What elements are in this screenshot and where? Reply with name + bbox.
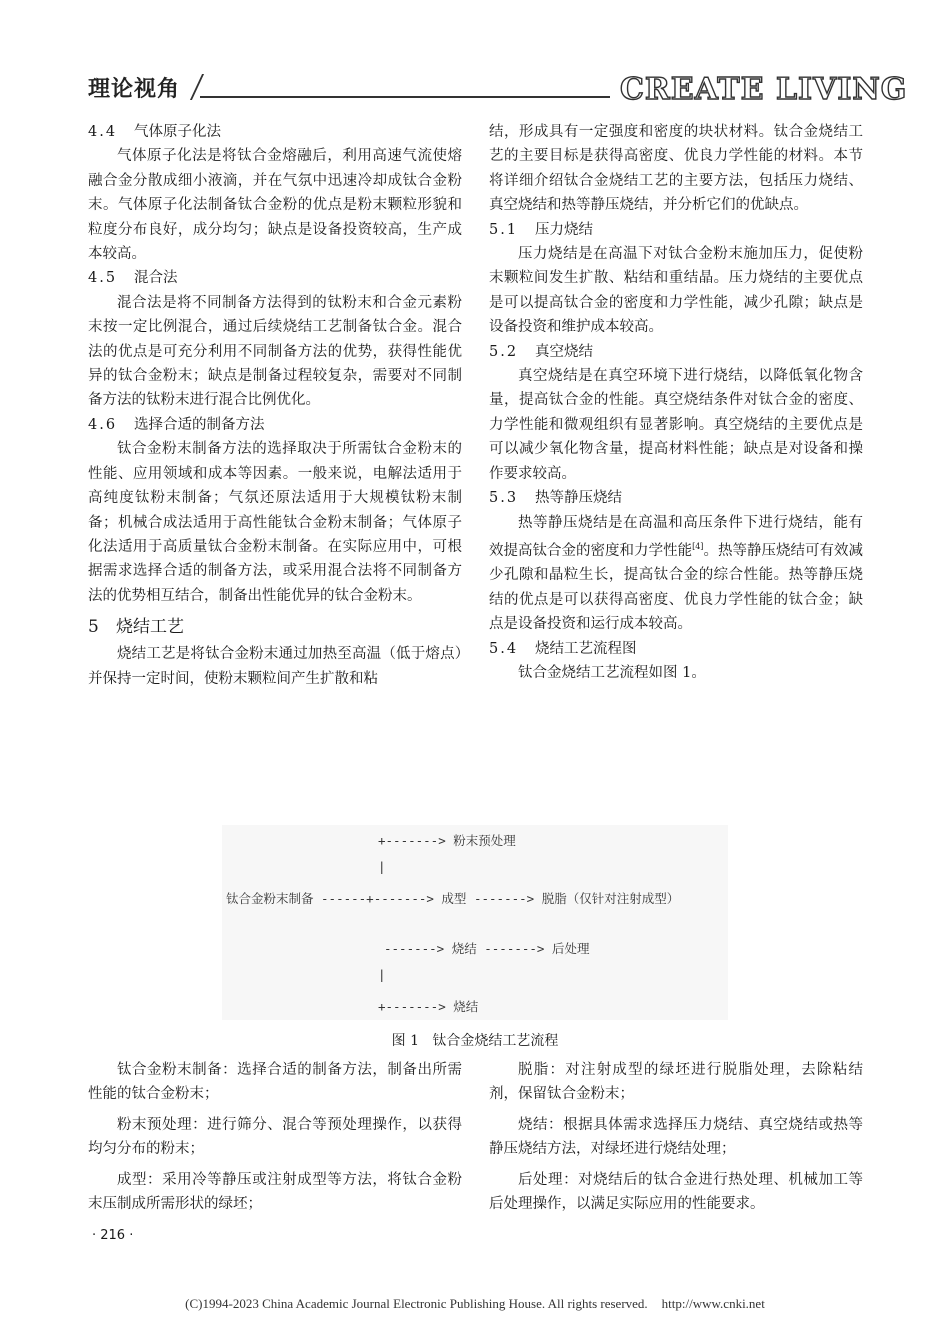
- paragraph: 真空烧结是在真空环境下进行烧结，以降低氧化物含量，提高钛合金的性能。真空烧结条件对钛合金的密度、力学性能和微观组织有显著影响。真空烧结的主要优点是可以减少氧化物含量，提高材料性能；缺点是对设备和操作要求较高。: [489, 368, 863, 482]
- section-heading-5-2: 5.2 真空烧结: [489, 343, 593, 360]
- section-heading-4-6: 4.6 选择合适的制备方法: [88, 416, 265, 433]
- paragraph: 热等静压烧结是在高温和高压条件下进行烧结，能有效提高钛合金的密度和力学性能[4]。热等静压烧结可有效减少孔隙和晶粒生长，提高钛合金的综合性能。热等静压烧结的优点是可以获得高密度、优良力学性能的钛合金；缺点是设备投资和运行成本较高。: [489, 514, 864, 633]
- copyright-footer: (C)1994-2023 China Academic Journal Electronic Publishing House. All rights reserved. http://www.cnki.net: [185, 1296, 765, 1311]
- right-column: [489, 120, 863, 685]
- bottom-left-column: [88, 1058, 462, 1216]
- paragraph: 钛合金粉末制备方法的选择取决于所需钛合金粉末的性能、应用领域和成本等因素。一般来说，电解法适用于高纯度钛粉末制备；气氛还原法适用于大规模钛粉末制备；机械合成法适用于高性能钛合金粉末制备；气体原子化法适用于高质量钛合金粉末制备。在实际应用中，可根据需求选择合适的制备方法，或采用混合法将不同制备方法的优势相互结合，制备出性能优异的钛合金粉末。: [88, 441, 462, 604]
- paragraph: 混合法是将不同制备方法得到的钛粉末和合金元素粉末按一定比例混合，通过后续烧结工艺制备钛合金。混合法的优点是可充分利用不同制备方法的优势，获得性能优异的钛合金粉末；缺点是制备过程较复杂，需要对不同制备方法的钛粉末进行混合比例优化。: [88, 294, 462, 409]
- paragraph: 粉末预处理：进行筛分、混合等预处理操作，以获得均匀分布的粉末；: [88, 1116, 462, 1158]
- paragraph: 气体原子化法是将钛合金熔融后，利用高速气流使熔融合金分散成细小液滴，并在气氛中迅速冷却成钛合金粉末。气体原子化法制备钛合金粉的优点是粉末颗粒形貌和粒度分布良好，成分均匀；缺点是设备投资较高，生产成本较高。: [88, 148, 462, 263]
- figure-caption: 图 1 钛合金烧结工艺流程: [391, 1033, 559, 1049]
- section-heading-4-4: 4.4 气体原子化法: [88, 124, 221, 140]
- paragraph: 烧结：根据具体需求选择压力烧结、真空烧结或热等静压烧结方法，对绿坯进行烧结处理；: [489, 1116, 863, 1158]
- paragraph: 后处理：对烧结后的钛合金进行热处理、机械加工等后处理操作，以满足实际应用的性能要求。: [489, 1171, 863, 1213]
- bottom-right-column: [489, 1058, 863, 1216]
- section-heading-5-1: 5.1 压力烧结: [489, 221, 593, 238]
- page-number: · 216 ·: [92, 1228, 134, 1243]
- header-rule: [200, 96, 610, 98]
- paragraph: 钛合金烧结工艺流程如图 1。: [518, 664, 706, 681]
- paragraph: 压力烧结是在高温下对钛合金粉末施加压力，促使粉末颗粒间发生扩散、粘结和重结晶。压力烧结的主要优点是可以提高钛合金的密度和力学性能，减少孔隙；缺点是设备投资和维护成本较高。: [489, 246, 863, 336]
- paragraph: 烧结工艺是将钛合金粉末通过加热至高温（低于熔点）并保持一定时间，使粉末颗粒间产生扩散和粘: [88, 646, 462, 687]
- section-heading-4-5: 4.5 混合法: [88, 270, 178, 287]
- flow-line-sinter-post: -------> 烧结 -------> 后处理: [384, 941, 590, 956]
- section-heading-5: 5 烧结工艺: [88, 617, 184, 638]
- paragraph: 脱脂：对注射成型的绿坯进行脱脂处理，去除粘结剂，保留钛合金粉末；: [489, 1062, 863, 1103]
- citation-ref: [4]: [692, 541, 704, 551]
- journal-name: CREATE LIVING: [620, 72, 908, 107]
- flowchart-figure: [222, 825, 728, 1020]
- paragraph: 钛合金粉末制备：选择合适的制备方法，制备出所需性能的钛合金粉末；: [88, 1062, 462, 1103]
- paragraph: 成型：采用冷等静压或注射成型等方法，将钛合金粉末压制成所需形状的绿坯；: [88, 1171, 462, 1213]
- section-heading-5-4: 5.4 烧结工艺流程图: [489, 640, 637, 657]
- flow-connector: |: [378, 859, 386, 874]
- paragraph-continued: 结，形成具有一定强度和密度的块状材料。钛合金烧结工艺的主要目标是获得高密度、优良力学性能的材料。本节将详细介绍钛合金烧结工艺的主要方法，包括压力烧结、真空烧结和热等静压烧结，并分析它们的优缺点。: [489, 124, 863, 214]
- left-column: [88, 120, 462, 691]
- flow-line-pretreatment: +-------> 粉末预处理: [378, 833, 516, 848]
- flow-line-main: 钛合金粉末制备 ------+-------> 成型 -------> 脱脂（仅针对注射成型）: [226, 891, 680, 906]
- flow-connector: |: [378, 967, 386, 982]
- section-heading-5-3: 5.3 热等静压烧结: [489, 490, 622, 507]
- running-head-left: 理论视角: [88, 77, 181, 102]
- flow-line-sinter: +-------> 烧结: [378, 999, 479, 1014]
- cnki-link[interactable]: http://www.cnki.net: [661, 1296, 765, 1311]
